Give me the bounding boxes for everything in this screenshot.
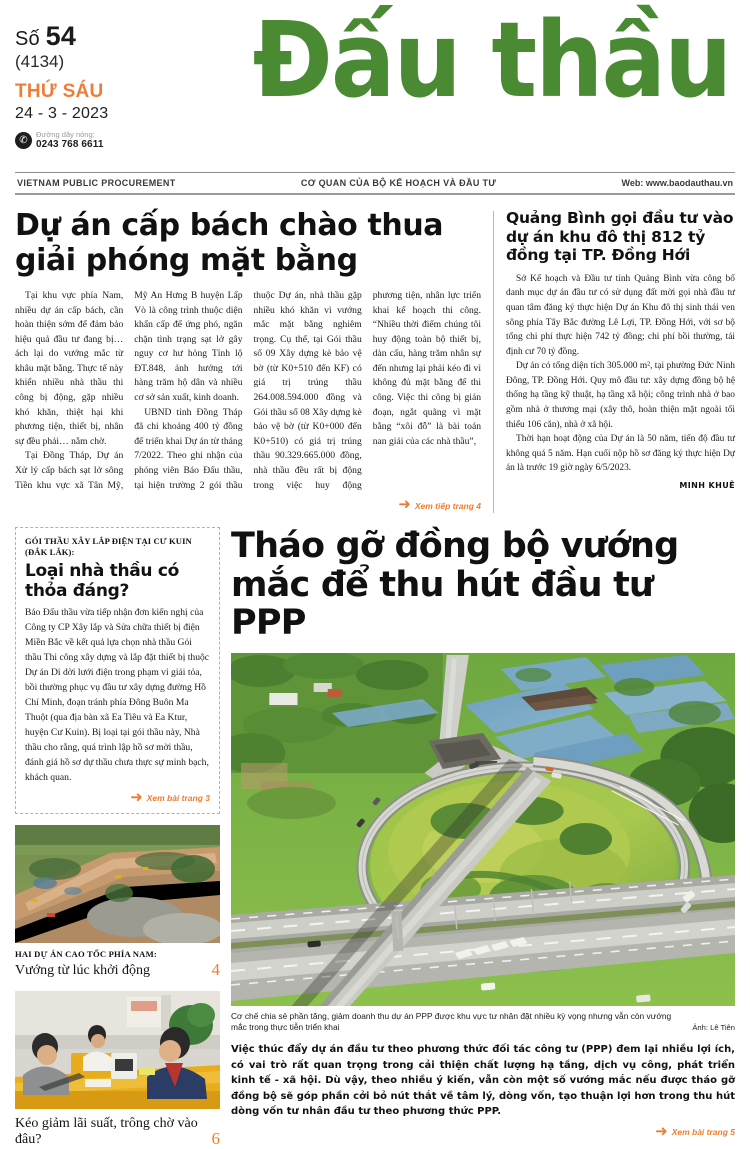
strip-website[interactable]: Web: www.baodauthau.vn [621, 178, 733, 188]
hero-article[interactable] [231, 527, 735, 1149]
issue-line [15, 22, 133, 50]
lead-paragraph: UBND tỉnh Đồng Tháp đã chi khoảng 400 tỷ đồng để triển khai Dự án từ tháng 7/2022. Theo ghi nhận của phóng viên Báo Đấu thầu, tại hiện trường 2 gói thầu thuộc Dự án, nhà thầu gặp nhiều khó khăn vì vướng mắc mặt bằng nghiêm trọng. Cụ thể, tại Gói thầu số 09 Xây dựng kè bảo vệ bờ (từ K0+510 đến KF) có giá trị trúng thầu 264.008.594.000 đồng và Gói thầu số 08 Xây dựng kè bảo vệ bờ (từ K0+000 đến K0+510) có giá trị trúng thầu 90.329.665.000 đồng, nhà thầu đều rất bị động trong việc huy động phương tiện, nhân lực triển khai kế hoạch thi công. “Nhiều thời điểm chúng tôi huy động toàn bộ thiết bị, dàn cấu, hàng trăm nhân sự đến nhưng lại phải kéo đi vì không đủ mặt bằng để thi công. Việc thi công bị gián đoạn, ngắt quãng vì mặt bằng “xôi đỗ” là bài toán nan giải của các nhà thầu”, [134, 290, 481, 491]
paper-title: Đấu thầu [253, 0, 731, 121]
top-section [15, 195, 735, 513]
lead-headline[interactable]: Dự án cấp bách chào thua giải phóng mặt bằng [15, 208, 444, 278]
lead-body-columns [15, 289, 481, 493]
strip-left-text: VIETNAM PUBLIC PROCUREMENT [17, 178, 176, 188]
hero-headline[interactable]: Tháo gỡ đồng bộ vướng mắc để thu hút đầu tư PPP [231, 526, 679, 644]
boxed-jump-link[interactable] [25, 791, 210, 806]
masthead [15, 0, 735, 168]
side-paragraph: Thời hạn hoạt động của Dự án là 50 năm, tiến độ đầu tư không quá 5 năm. Hạn cuối nộp hồ sơ đăng ký thực hiện Dự án là trước 19 giờ ngày 6/5/2023. [506, 434, 735, 474]
boxed-paragraph: Báo Đấu thầu vừa tiếp nhận đơn kiến nghị của Công ty CP Xây lắp và Sửa chữa thiết bị điện Miền Bắc về kết quả lựa chọn nhà thầu Gói thầu Thi công xây dựng và lắp đặt thiết bị thuộc Dự án Di dời lưới điện trong phạm vi giải tỏa, bồi thường phục vụ đầu tư xây dựng đường Hồ Chí Minh, đoạn tránh phía Đông Buôn Ma Thuột (qua địa bàn xã Ea Tiêu và Ea Ktur, huyện Cư Kuin). Bị loại tại gói thầu này, Nhà thầu cho rằng, quá trình lập hồ sơ mời thầu, đánh giá hồ sơ dự thầu chưa thực sự minh bạch, khách quan. [25, 607, 210, 783]
boxed-body [25, 606, 210, 785]
highway-construction-site-photo [15, 825, 220, 943]
issue-label: Số [15, 28, 40, 50]
thumb-item-2[interactable] [15, 991, 220, 1149]
side-article[interactable] [506, 209, 735, 513]
hero-lead [231, 1042, 735, 1120]
side-body [506, 272, 735, 476]
masthead-strip [15, 173, 735, 195]
publication-date: 24 - 3 - 2023 [15, 105, 109, 123]
hero-photo-credit: Ảnh: Lê Tiên [692, 1023, 735, 1033]
arrow-right-icon: ➜ [398, 497, 411, 514]
masthead-logo [133, 0, 735, 121]
side-paragraph: Sở Kế hoạch và Đầu tư tỉnh Quảng Bình vừa công bố danh mục dự án đầu tư có sử dụng đất mời gọi nhà đầu tư quan tâm đăng ký thực hiện Dự án Khu đô thị sinh thái ven sông phía Tây Bắc đường Lê Lợi, TP. Đồng Hới, với sơ bộ tổng chi phí thực hiện 742 tỷ đồng; chi phí bồi thường, tái định cư 70 tỷ đồng. [506, 273, 735, 357]
side-byline: MINH KHUÊ [679, 480, 735, 490]
thumb-title-2[interactable]: Kéo giảm lãi suất, trông chờ vào đâu? [15, 1115, 198, 1148]
lead-paragraph: Tại khu vực phía Nam, nhiều dự án cấp bách, cần hoàn thiện sớm để đảm bảo hiệu quả đầu tư đang bị… ách lại do vướng mắc từ khâu mặt bằng. Thực tế này khiến nhiều nhà thầu thi công bị động, gặp nhiều khó khăn, thiệt hại khi phương tiện, thiết bị, nhân sự đều phải… nằm chờ. [15, 290, 124, 447]
boxed-jump-label[interactable]: Xem bài trang 3 [146, 793, 210, 804]
arrow-right-icon: ➜ [655, 1123, 668, 1140]
issue-code: (4134) [15, 52, 65, 72]
arrow-right-icon: ➜ [130, 789, 143, 806]
lead-jump-label[interactable]: Xem tiếp trang 4 [414, 500, 481, 511]
left-rail [15, 527, 220, 1149]
bank-teller-counter-photo [15, 991, 220, 1109]
hero-lead-paragraph: Việc thúc đẩy dự án đầu tư theo phương thức đối tác công tư (PPP) đem lại nhiều lợi ích, có vai trò rất quan trọng trong cải thiện chất lượng hạ tầng, dịch vụ công, phát triển kinh tế - xã hội. Dù vậy, theo nhiều ý kiến, vẫn còn một số vướng mắc nếu được tháo gỡ đồng bộ sẽ góp phần cởi bỏ nút thắt về tâm lý, dòng vốn, tạo thuận lợi hơn trong thu hút dòng vốn tư nhân đầu tư theo phương thức PPP. [231, 1044, 735, 1118]
aerial-highway-interchange-photo [231, 653, 735, 1006]
phone-icon: ✆ [15, 132, 32, 149]
thumb-kicker-1: HAI DỰ ÁN CAO TỐC PHÍA NAM: [15, 948, 157, 959]
hero-jump-link[interactable] [231, 1125, 735, 1140]
thumb-page-1: 4 [211, 959, 220, 979]
column-divider [493, 211, 494, 513]
lead-article[interactable] [15, 209, 481, 513]
thumb-title-1[interactable]: Vướng từ lúc khởi động [15, 962, 150, 978]
hero-photo-caption-row [231, 1011, 735, 1034]
weekday-label: THỨ SÁU [15, 81, 104, 103]
hero-photo-caption: Cơ chế chia sẻ phần tăng, giảm doanh thu dự án PPP được khu vực tư nhân đặt nhiều kỳ vọng nhưng vẫn còn vướng mắc trong thực tiễn triển khai [231, 1010, 672, 1032]
middle-section [15, 513, 735, 1149]
thumb-item-1[interactable] [15, 825, 220, 980]
strip-center-text: CƠ QUAN CỦA BỘ KẾ HOẠCH VÀ ĐẦU TƯ [300, 178, 497, 188]
thumb-page-2: 6 [211, 1129, 220, 1149]
hero-jump-label[interactable]: Xem bài trang 5 [671, 1127, 735, 1138]
boxed-kicker: GÓI THẦU XÂY LẮP ĐIỆN TẠI CƯ KUIN (ĐẮK LẮK): [25, 536, 192, 558]
hotline-number: 0243 768 6611 [36, 139, 104, 151]
boxed-headline[interactable]: Loại nhà thầu có thỏa đáng? [25, 561, 180, 601]
side-headline[interactable]: Quảng Bình gọi đầu tư vào dự án khu đô thị 812 tỷ đồng tại TP. Đồng Hới [506, 209, 734, 265]
masthead-info-block [15, 16, 133, 151]
lead-paragraph: Tại Đồng Tháp, Dự án Xử lý cấp bách sạt lở sông Tiền khu vực xã Tân Mỹ, Mỹ An Hưng B huyện Lấp Vò là công trình thuộc diện khẩn cấp để ứng phó, ngăn chặn tình trạng sạt lở gây nguy cơ hư hỏng Tỉnh lộ ĐT.848, ảnh hưởng tới hàng trăm hộ dân và nhiều cơ sở sản xuất, kinh doanh. [15, 290, 243, 491]
side-paragraph: Dự án có tổng diện tích 305.000 m², tại phường Đức Ninh Đông, TP. Đồng Hới. Quy mô đầu tư: xây dựng đồng bộ hệ thống hạ tầng kỹ thuật, hạ tầng xã hội; công trình nhà ở bao gồm nhà ở thương mại (xây thô, hoàn thiện mặt ngoài tối thiểu 106 căn), nhà ở xã hội. [506, 361, 735, 430]
issue-number: 54 [45, 21, 77, 51]
boxed-article[interactable] [15, 527, 220, 814]
lead-jump-link[interactable] [15, 498, 481, 513]
hotline-label: Đường dây nóng: [36, 130, 95, 140]
hotline-block [15, 131, 133, 151]
